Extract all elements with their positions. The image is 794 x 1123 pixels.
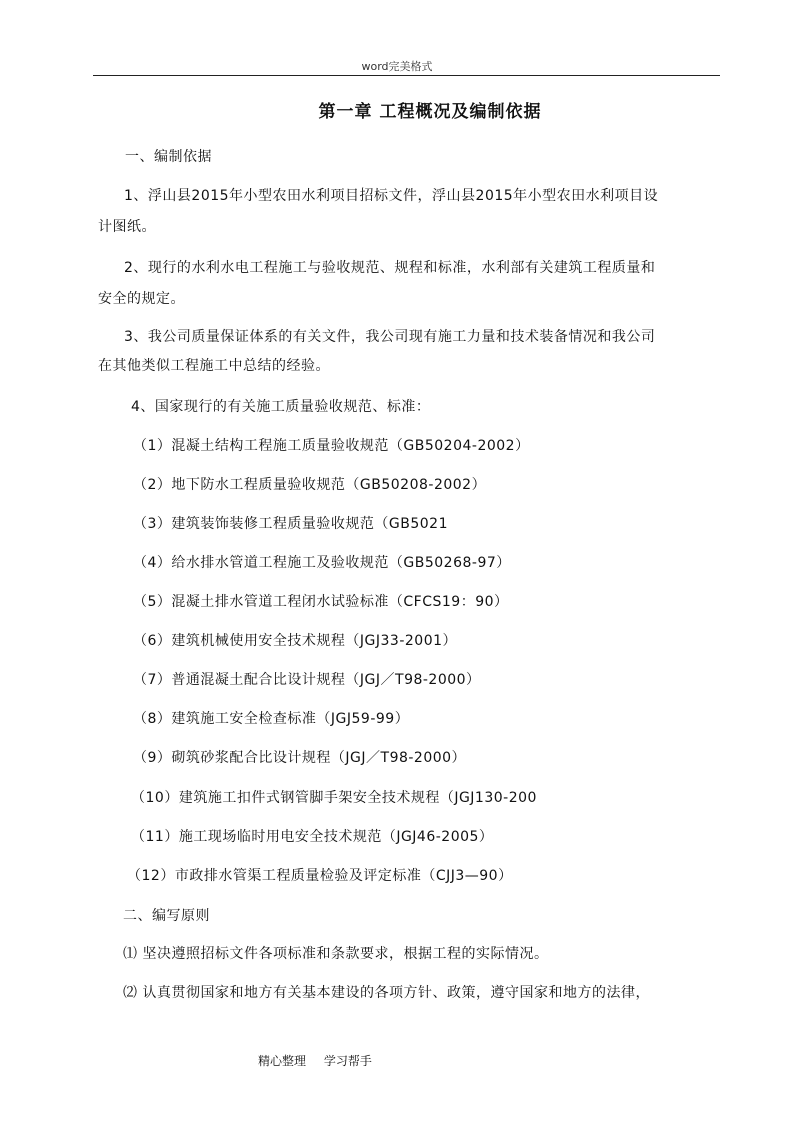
standard-item-7: （7）普通混凝土配合比设计规程（JGJ／T98-2000） bbox=[133, 672, 481, 688]
standard-item-11: （11）施工现场临时用电安全技术规范（JGJ46-2005） bbox=[131, 829, 494, 845]
standard-item-9: （9）砌筑砂浆配合比设计规程（JGJ／T98-2000） bbox=[133, 750, 467, 766]
paragraph-4: 4、国家现行的有关施工质量验收规范、标准： bbox=[131, 399, 431, 415]
standard-item-2: （2）地下防水工程质量验收规范（GB50208-2002） bbox=[133, 477, 487, 493]
standard-item-10: （10）建筑施工扣件式钢管脚手架安全技术规程（JGJ130-200 bbox=[131, 790, 537, 806]
page-footer-text: 精心整理 学习帮手 bbox=[258, 1054, 372, 1068]
paragraph-2-line-2: 安全的规定。 bbox=[98, 291, 185, 307]
standard-item-6: （6）建筑机械使用安全技术规程（JGJ33-2001） bbox=[133, 633, 458, 649]
standard-item-1: （1）混凝土结构工程施工质量验收规范（GB50204-2002） bbox=[133, 438, 530, 454]
paragraph-1-line-1: 1、浮山县2015年小型农田水利项目招标文件，浮山县2015年小型农田水利项目设 bbox=[124, 188, 659, 204]
standard-item-8: （8）建筑施工安全检查标准（JGJ59-99） bbox=[133, 711, 410, 727]
standard-item-3: （3）建筑装饰装修工程质量验收规范（GB5021 bbox=[133, 516, 448, 532]
chapter-title: 第一章 工程概况及编制依据 bbox=[318, 102, 542, 122]
paragraph-2-line-1: 2、现行的水利水电工程施工与验收规范、规程和标准，水利部有关建筑工程质量和 bbox=[124, 260, 656, 276]
standard-item-4: （4）给水排水管道工程施工及验收规范（GB50268-97） bbox=[133, 555, 511, 571]
header-divider bbox=[93, 75, 720, 76]
section-heading-basis: 一、编制依据 bbox=[125, 149, 212, 165]
principle-2: ⑵ 认真贯彻国家和地方有关基本建设的各项方针、政策，遵守国家和地方的法律， bbox=[123, 985, 650, 1001]
section-heading-principles: 二、编写原则 bbox=[123, 908, 210, 924]
paragraph-3-line-2: 在其他类似工程施工中总结的经验。 bbox=[98, 358, 330, 374]
principle-1: ⑴ 坚决遵照招标文件各项标准和条款要求，根据工程的实际情况。 bbox=[123, 946, 549, 962]
paragraph-1-line-2: 计图纸。 bbox=[98, 219, 156, 235]
standard-item-5: （5）混凝土排水管道工程闭水试验标准（CFCS19：90） bbox=[133, 594, 509, 610]
page-header-text: word完美格式 bbox=[361, 60, 433, 73]
standard-item-12: （12）市政排水管渠工程质量检验及评定标准（CJJ3—90） bbox=[127, 868, 513, 884]
paragraph-3-line-1: 3、我公司质量保证体系的有关文件，我公司现有施工力量和技术装备情况和我公司 bbox=[124, 329, 656, 345]
